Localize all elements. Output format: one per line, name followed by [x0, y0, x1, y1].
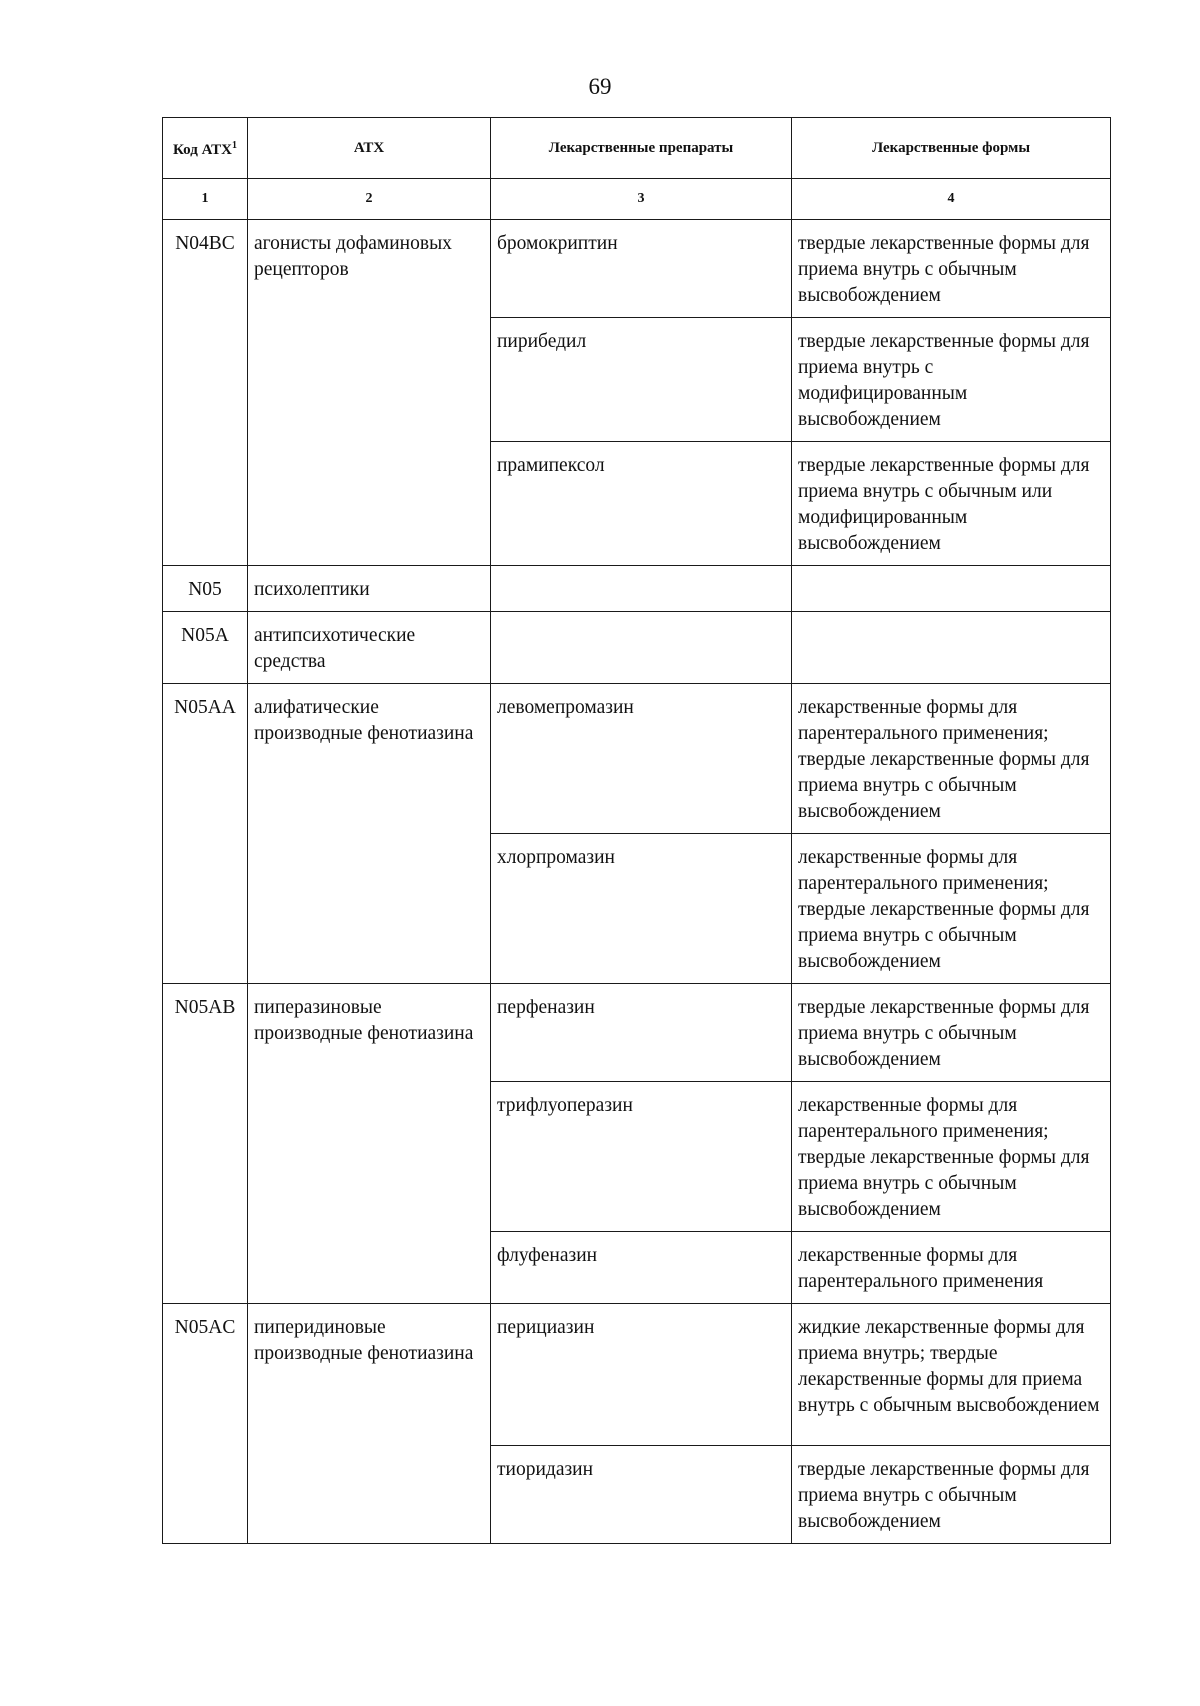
dosage-form: лекарственные формы для парентерального применения; твердые лекарственные формы для приема внутрь с обычным высвобождением [792, 684, 1111, 834]
drug-name: перфеназин [491, 984, 792, 1082]
atx-code: N05A [163, 612, 248, 684]
table-row [163, 1304, 1111, 1446]
header-drugs: Лекарственные препараты [491, 118, 792, 179]
atx-group: алифатические производные фенотиазина [248, 684, 491, 984]
dosage-form: твердые лекарственные формы для приема внутрь с обычным или модифицированным высвобождением [792, 442, 1111, 566]
column-number: 4 [792, 179, 1111, 220]
drug-name: трифлуоперазин [491, 1082, 792, 1232]
table-row [163, 566, 1111, 612]
drug-name: тиоридазин [491, 1446, 792, 1544]
dosage-form: лекарственные формы для парентерального применения [792, 1232, 1111, 1304]
drug-name: хлорпромазин [491, 834, 792, 984]
header-atx: АТХ [248, 118, 491, 179]
column-number: 1 [163, 179, 248, 220]
page-number: 69 [588, 74, 612, 99]
dosage-form: твердые лекарственные формы для приема внутрь с обычным высвобождением [792, 1446, 1111, 1544]
header-code: Код АТХ$^1$ [163, 118, 248, 179]
footnote-marker: 1 [231, 140, 237, 151]
dosage-form: жидкие лекарственные формы для приема внутрь; твердые лекарственные формы для приема внутрь с обычным высвобождением [792, 1304, 1111, 1446]
drug-name: бромокриптин [491, 220, 792, 318]
dosage-form: лекарственные формы для парентерального применения; твердые лекарственные формы для приема внутрь с обычным высвобождением [792, 1082, 1111, 1232]
atx-code: N04BC [163, 220, 248, 566]
atx-table [162, 117, 1111, 1544]
atx-code: N05 [163, 566, 248, 612]
drug-name: левомепромазин [491, 684, 792, 834]
atx-group: агонисты дофаминовых рецепторов [248, 220, 491, 566]
drug-name [491, 566, 792, 612]
atx-group: психолептики [248, 566, 491, 612]
drug-name: прамипексол [491, 442, 792, 566]
drug-name: перициазин [491, 1304, 792, 1446]
dosage-form: твердые лекарственные формы для приема внутрь с обычным высвобождением [792, 220, 1111, 318]
column-number: 2 [248, 179, 491, 220]
header-row [163, 118, 1111, 179]
dosage-form [792, 612, 1111, 684]
drug-name: пирибедил [491, 318, 792, 442]
atx-code: N05AA [163, 684, 248, 984]
atx-group: пиперазиновые производные фенотиазина [248, 984, 491, 1304]
atx-group: пиперидиновые производные фенотиазина [248, 1304, 491, 1544]
drug-name: флуфеназин [491, 1232, 792, 1304]
atx-group: антипсихотические средства [248, 612, 491, 684]
dosage-form [792, 566, 1111, 612]
atx-code: N05AB [163, 984, 248, 1304]
dosage-form: твердые лекарственные формы для приема внутрь с модифицированным высвобождением [792, 318, 1111, 442]
dosage-form: лекарственные формы для парентерального применения; твердые лекарственные формы для приема внутрь с обычным высвобождением [792, 834, 1111, 984]
table-row [163, 984, 1111, 1082]
table-row [163, 612, 1111, 684]
drug-name [491, 612, 792, 684]
header-forms: Лекарственные формы [792, 118, 1111, 179]
atx-code: N05AC [163, 1304, 248, 1544]
column-number-row [163, 179, 1111, 220]
dosage-form: твердые лекарственные формы для приема внутрь с обычным высвобождением [792, 984, 1111, 1082]
column-number: 3 [491, 179, 792, 220]
table-row [163, 220, 1111, 318]
table-row [163, 684, 1111, 834]
